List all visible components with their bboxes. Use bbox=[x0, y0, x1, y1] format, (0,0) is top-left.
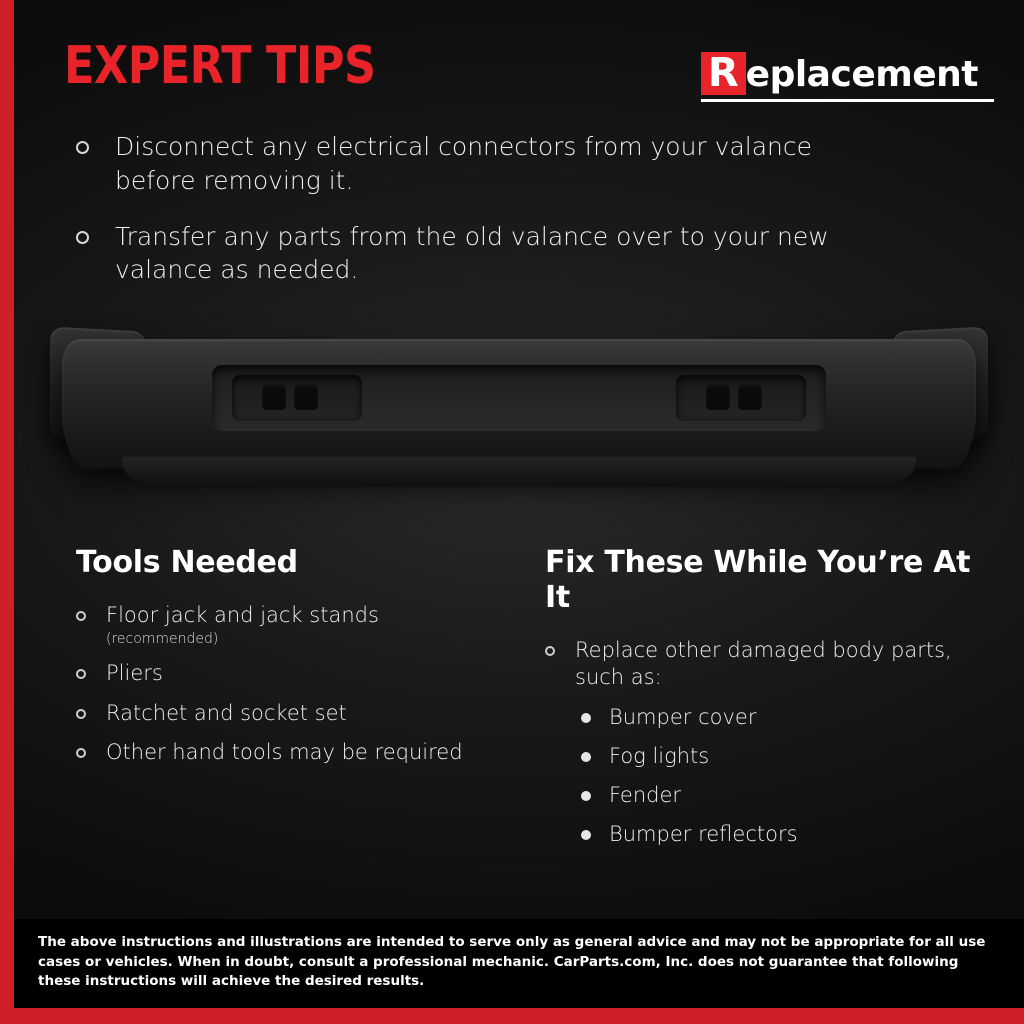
page-title: EXPERT TIPS bbox=[64, 36, 376, 96]
brand-logo bbox=[701, 40, 994, 102]
list-item bbox=[76, 700, 515, 727]
dot-bullet-icon bbox=[581, 830, 591, 840]
disclaimer-text: The above instructions and illustrations are intended to serve only as general advice and may not be appropriate for all use cases or vehicles. When in doubt, consult a professional mechanic. CarParts.com, Inc. does not guarantee that following these instructions will achieve the desired results. bbox=[38, 934, 986, 990]
tip-text: Disconnect any electrical connectors from your valance before removing it. bbox=[115, 132, 813, 195]
valance-lower-lip bbox=[122, 457, 916, 487]
mounting-hole-icon bbox=[294, 384, 318, 410]
dot-bullet-icon bbox=[581, 791, 591, 801]
ring-bullet-icon bbox=[76, 748, 86, 758]
columns bbox=[14, 539, 1024, 861]
mounting-hole-icon bbox=[706, 384, 730, 410]
tool-item bbox=[106, 602, 379, 648]
ring-bullet-icon bbox=[545, 646, 555, 656]
tool-item-label: Pliers bbox=[106, 661, 163, 686]
mounting-hole-icon bbox=[738, 384, 762, 410]
dot-bullet-icon bbox=[581, 713, 591, 723]
dot-bullet-icon bbox=[581, 752, 591, 762]
tool-item-label: Other hand tools may be required bbox=[106, 740, 463, 765]
tool-item-note: (recommended) bbox=[106, 631, 219, 648]
fix-these-section bbox=[535, 545, 984, 861]
ring-bullet-icon bbox=[76, 611, 86, 621]
list-item bbox=[581, 782, 984, 809]
list-item bbox=[545, 637, 984, 692]
valance-body bbox=[62, 339, 976, 469]
list-item bbox=[581, 704, 984, 731]
logo-mark-icon: R bbox=[701, 52, 746, 95]
tools-needed-section bbox=[76, 545, 515, 861]
tips-list bbox=[14, 102, 1024, 287]
logo-text: eplacement bbox=[745, 54, 978, 95]
ring-bullet-icon bbox=[76, 141, 89, 154]
fix-subitem-label: Fog lights bbox=[609, 743, 710, 768]
fix-subitem-label: Fender bbox=[609, 783, 682, 808]
ring-bullet-icon bbox=[76, 669, 86, 679]
list-item bbox=[76, 660, 515, 687]
list-item bbox=[76, 739, 515, 766]
fix-subitem-label: Bumper reflectors bbox=[609, 822, 798, 847]
tip-text: Transfer any parts from the old valance over to your new valance as needed. bbox=[115, 221, 829, 285]
fog-light-pocket-left bbox=[232, 375, 362, 421]
product-image bbox=[14, 309, 1024, 539]
header bbox=[14, 0, 1024, 102]
tool-item-label: Ratchet and socket set bbox=[106, 700, 347, 725]
ring-bullet-icon bbox=[76, 709, 86, 719]
list-item bbox=[76, 130, 964, 198]
list-item bbox=[581, 743, 984, 770]
fog-light-pocket-right bbox=[676, 375, 806, 421]
fix-item-label: Replace other damaged body parts, such as: bbox=[575, 638, 952, 690]
list-item bbox=[76, 220, 964, 288]
disclaimer bbox=[14, 919, 1024, 1008]
tool-item-label: Floor jack and jack stands bbox=[106, 603, 379, 627]
list-item bbox=[76, 602, 515, 648]
fix-these-sublist bbox=[581, 704, 984, 849]
fix-subitem-label: Bumper cover bbox=[609, 704, 757, 729]
valance-illustration bbox=[62, 329, 976, 479]
mounting-hole-icon bbox=[262, 384, 286, 410]
fix-these-title: Fix These While You’re At It bbox=[545, 545, 971, 615]
list-item bbox=[581, 821, 984, 848]
ring-bullet-icon bbox=[76, 231, 89, 244]
tools-title: Tools Needed bbox=[76, 545, 298, 580]
